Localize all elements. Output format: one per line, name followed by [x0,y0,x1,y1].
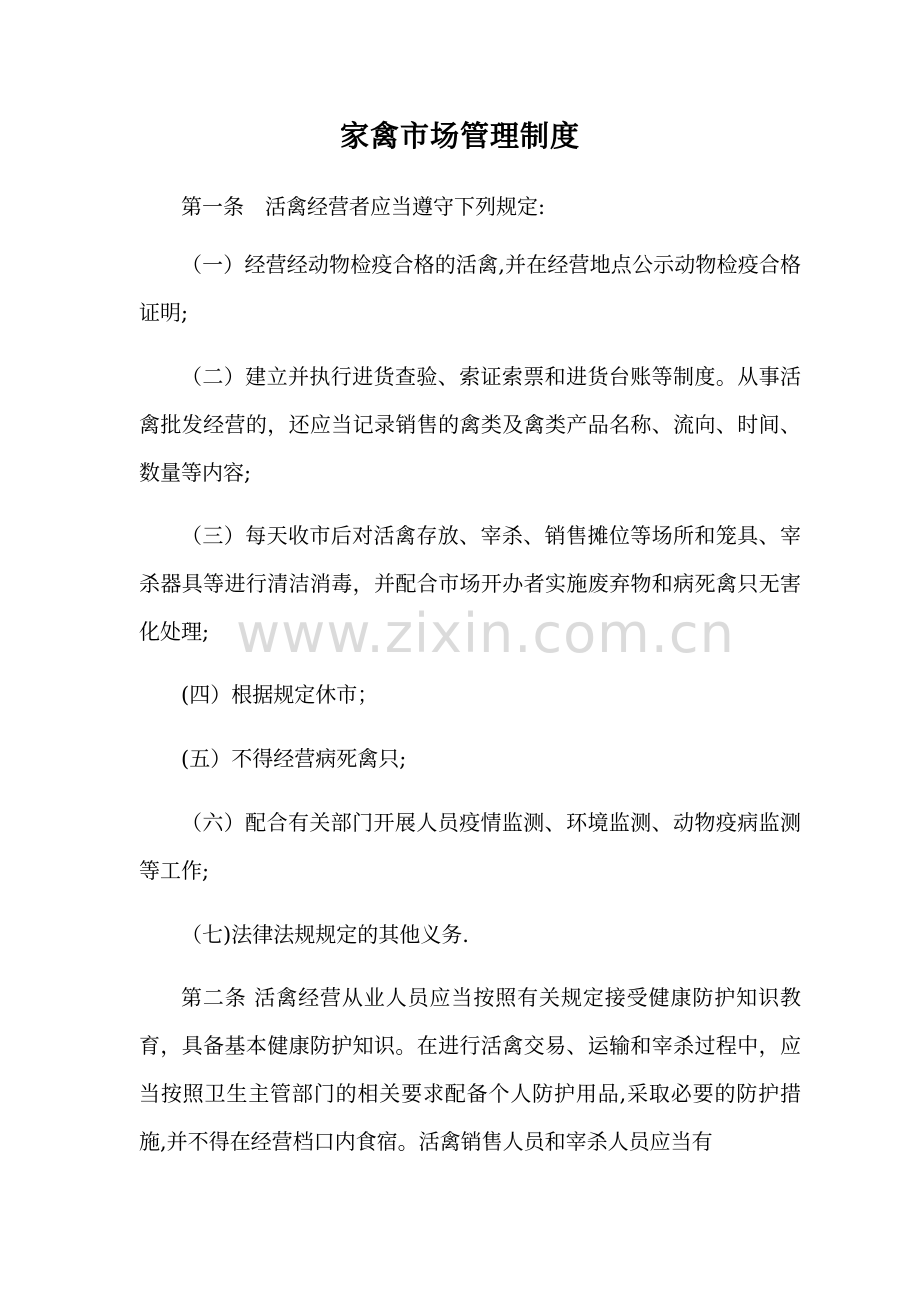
article-2: 第二条 活禽经营从业人员应当按照有关规定接受健康防护知识教育，具备基本健康防护知识。在进行活禽交易、运输和宰杀过程中，应当按照卫生主管部门的相关要求配备个人防护用品,采取必要的防护措施,并不得在经营档口内食宿。活禽销售人员和宰杀人员应当有 [139,986,801,1154]
article-1-item-2: （二）建立并执行进货查验、索证索票和进货台账等制度。从事活禽批发经营的，还应当记录销售的禽类及禽类产品名称、流向、时间、数量等内容; [139,365,801,485]
watermark: www.zixin.com.cn [236,602,735,665]
article-1-item-1: （一）经营经动物检疫合格的活禽,并在经营地点公示动物检疫合格证明; [139,253,801,325]
article-1-item-4: (四）根据规定休市； [181,683,379,707]
article-1-item-3: （三）每天收市后对活禽存放、宰杀、销售摊位等场所和笼具、宰杀器具等进行清洁消毒，并配合市场开办者实施废弃物和病死禽只无害化处理; [139,524,801,644]
article-1-item-7: （七)法律法规规定的其他义务. [181,923,469,947]
document-title: 家禽市场管理制度 [339,119,580,153]
article-1: 第一条 活禽经营者应当遵守下列规定: [181,195,546,219]
article-1-item-6: （六）配合有关部门开展人员疫情监测、环境监测、动物疫病监测等工作; [139,811,801,883]
article-1-item-5: (五）不得经营病死禽只; [181,747,407,771]
